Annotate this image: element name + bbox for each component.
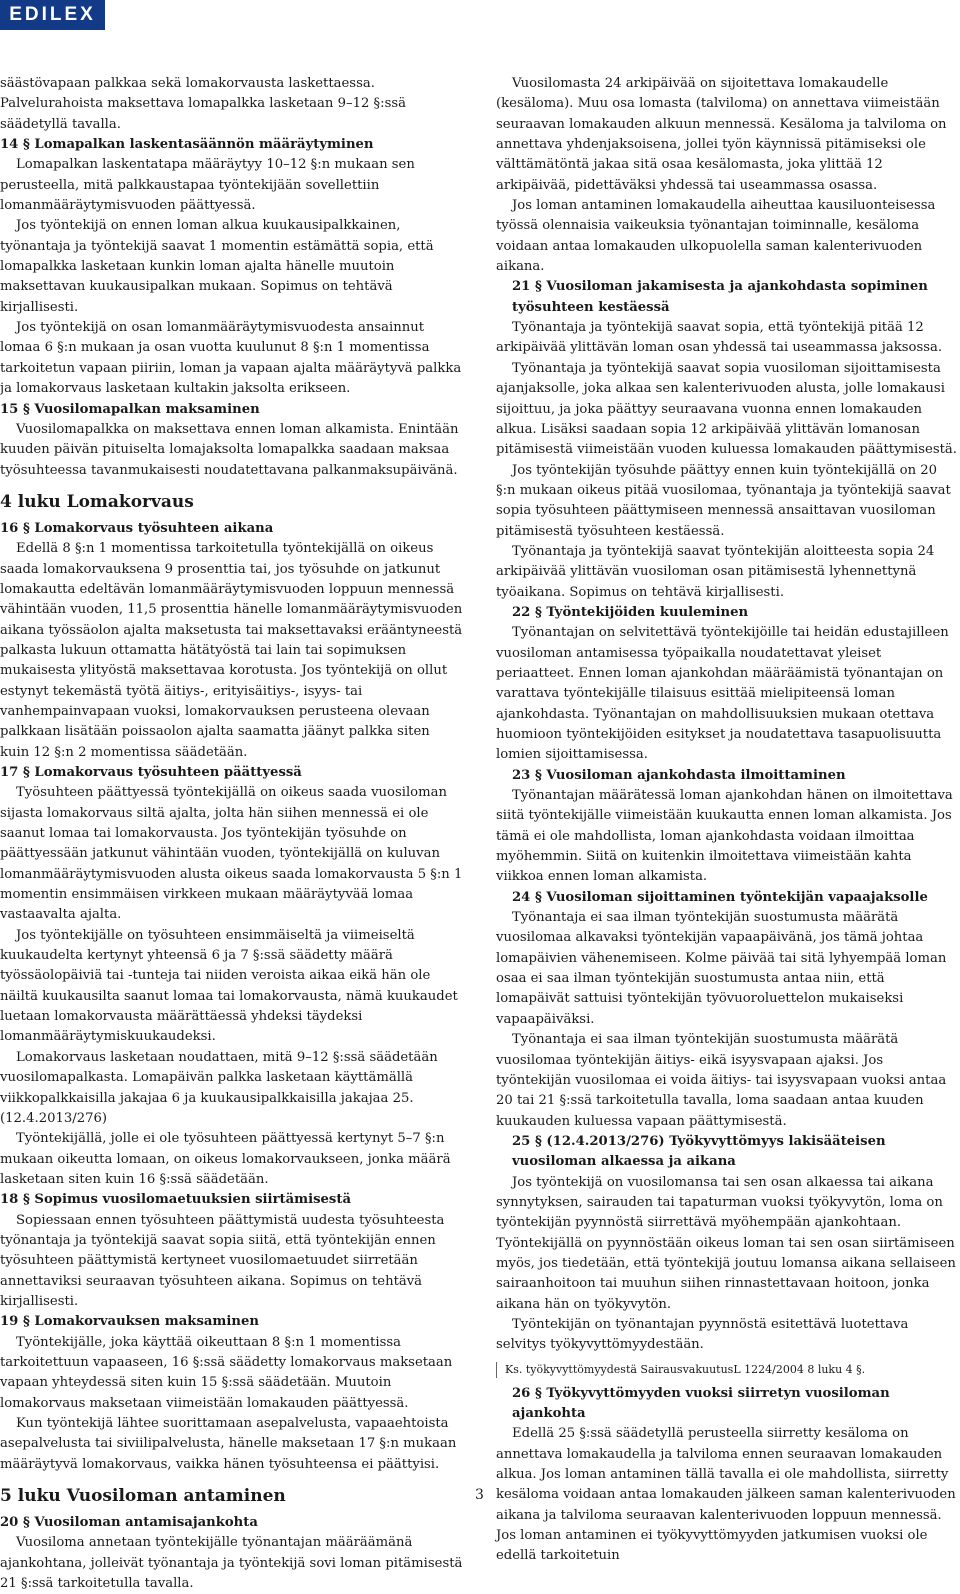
paragraph: Vuosilomapalkka on maksettava ennen loman alkamista. Enintään kuuden päivän pituiselta lomajaksolta lomapalkka saadaan maksaa työsuhteessa tavanmukaisesti noudatettavana palkanmaksupäivänä. [0,421,459,478]
section-heading: 22 § Työntekijöiden kuuleminen [512,604,749,620]
paragraph: Työnantaja ei saa ilman työntekijän suostumusta määrätä vuosilomaa alkavaksi työntekijän vapaapäivänä, jos tämä johtaa lomapäivien vähenemiseen. Kolme päivää tai sitä lyhyempää loman osaa ei saa ilman työntekijän suostumusta antaa niin, että lomapäivät sattuisi työntekijän työvuoroluettelon mukaiseksi vapaapäiväksi. [496,910,947,1027]
paragraph: säästövapaan palkkaa sekä lomakorvausta laskettaessa. Palvelurahoista maksettava lomapalkka lasketaan 9–12 §:ssä säädetyllä tavalla. [0,76,406,132]
paragraph: Lomapalkan laskentatapa määräytyy 10–12 §:n mukaan sen perusteella, mitä palkkaustapaa työntekijään sovellettiin lomanmääräytymisvuoden päättyessä. [0,157,415,214]
paragraph: Jos työntekijä on vuosilomansa tai sen osan alkaessa tai aikana synnytyksen, sairauden tai tapaturman vuoksi työkyvytön, loma on työntekijän pyynnöstä siirrettävä myöhempään ajankohtaan. Työntekijällä on pyynnöstään oikeus loman tai sen osan siirtämiseen myös, jos tiedetään, että työntekijä joutuu lomansa aikana sellaiseen sairaanhoitoon tai muuhun siihen rinnastettavaan hoitoon, jonka aikana hän on työkyvytön. [496,1174,956,1312]
paragraph: Työntekijän on työnantajan pyynnöstä esitettävä luotettava selvitys työkyvyttömyydestään. [496,1316,909,1353]
chapter-heading: 4 luku Lomakorvaus [0,491,194,512]
section-heading: 19 § Lomakorvauksen maksaminen [0,1314,259,1330]
paragraph: Lomakorvaus lasketaan noudattaen, mitä 9–12 §:ssä säädetään vuosilomapalkasta. Lomapäivän palkka lasketaan käyttämällä viikkopalkkaisilla jakajaa 6 ja kuukausipalkkaisilla jakajaa 25. (12.4.2013/276) [0,1049,438,1126]
page-number: 3 [475,1487,484,1503]
paragraph: Työnantajan määrätessä loman ajankohdan hänen on ilmoitettava siitä työntekijälle viimeistään kuukautta ennen loman alkamista. Jos tämä ei ole mahdollista, loman ajankohdasta voidaan ilmoittaa myöhemmin. Siitä on kuitenkin ilmoitettava viimeistään kahta viikkoa ennen loman alkamista. [496,788,953,885]
section-heading: 26 § Työkyvyttömyyden vuoksi siirretyn vuosiloman ajankohta [512,1385,890,1421]
paragraph: Jos työntekijä on osan lomanmääräytymisvuodesta ansainnut lomaa 6 §:n mukaan ja osan vuotta kuulunut 8 §:n 1 momentissa tarkoitetun vapaan piiriin, loman ja vapaan ajalta määräytyvä palkka ja lomakorvaus lasketaan kultakin jaksolta erikseen. [0,320,462,397]
paragraph: Jos työntekijä on ennen loman alkua kuukausipalkkainen, työnantaja ja työntekijä saavat 1 momentin estämättä sopia, että lomapalkka lasketaan kunkin loman ajalta hänelle muutoin maksettavan kuukausipalkan mukaan. Sopimus on tehtävä kirjallisesti. [0,218,434,315]
paragraph: Kun työntekijä lähtee suorittamaan asepalvelusta, vapaaehtoista asepalvelusta tai siviilipalvelusta, hänelle maksetaan 17 §:n mukaan määräytyvä lomakorvaus, vaikka hänen työsuhteensa ei päättyisi. [0,1416,457,1472]
section-heading: 23 § Vuosiloman ajankohdasta ilmoittaminen [512,767,846,783]
logo-text: EDILEX [9,4,96,25]
section-heading: 16 § Lomakorvaus työsuhteen aikana [0,520,274,536]
section-heading: 18 § Sopimus vuosilomaetuuksien siirtämisestä [0,1192,351,1208]
section-heading: 21 § Vuosiloman jakamisesta ja ajankohdasta sopiminen työsuhteen kestäessä [512,279,928,315]
section-heading: 25 § (12.4.2013/276) Työkyvyttömyys lakisääteisen vuosiloman alkaessa ja aikana [512,1133,886,1170]
reference-note: Ks. työkyvyttömyydestä SairausvakuutusL 1224/2004 8 luku 4 §. [496,1362,960,1378]
section-heading: 20 § Vuosiloman antamisajankohta [0,1515,258,1531]
paragraph: Työntekijälle, joka käyttää oikeuttaan 8 §:n 1 momentissa tarkoitettuun vapaaseen, 16 §:ssä säädetty lomakorvaus maksetaan vapaan yhteydessä siten kuin 15 §:ssä säädetään. Muutoin lomakorvaus maksetaan viimeistään lomakauden päättyessä. [0,1334,453,1411]
edilex-logo [0,0,105,30]
paragraph: Työntekijällä, jolle ei ole työsuhteen päättyessä kertynyt 5–7 §:n mukaan oikeutta lomaan, on oikeus lomakorvaukseen, jonka määrä lasketaan siten kuin 16 §:ssä säädetään. [0,1131,451,1187]
paragraph: Työnantaja ei saa ilman työntekijän suostumusta määrätä vuosilomaa työntekijän äitiys- eikä isyysvapaan ajaksi. Jos työntekijän vuosilomaa ei voida äitiys- tai isyysvapaan vuoksi antaa 20 tai 21 §:ssä tarkoitetulla tavalla, loma saadaan antaa kuuden kuukauden kuluessa vapaan päättymisestä. [496,1032,947,1129]
paragraph: Vuosilomasta 24 arkipäivää on sijoitettava lomakaudelle (kesäloma). Muu osa lomasta (talviloma) on annettava viimeistään seuraavan lomakauden alkuun mennessä. Kesäloma ja talviloma on annettava yhdenjaksoisena, jollei työn käynnissä pitämiseksi ole välttämätöntä jakaa sitä osaa kesälomasta, joka ylittää 12 arkipäivää, pidettäväksi yhdessä tai useammassa osassa. [496,76,947,193]
paragraph: Työsuhteen päättyessä työntekijällä on oikeus saada vuosiloman sijasta lomakorvaus siltä ajalta, jolta hän siihen mennessä ei ole saanut lomaa tai lomakorvausta. Jos työntekijän työsuhde on päättyessään jatkunut vähintään vuoden, työntekijällä on kuluvan lomanmääräytymisvuoden alusta oikeus saada lomakorvausta 5 §:n 1 momentin ensimmäisen virkkeen mukaan määräytyvää lomaa vastaavalta ajalta. [0,785,463,923]
chapter-heading: 5 luku Vuosiloman antaminen [0,1486,286,1507]
paragraph: Edellä 8 §:n 1 momentissa tarkoitetulla työntekijällä on oikeus saada lomakorvauksena 9 prosenttia tai, jos työsuhde on jatkunut lomakautta edeltävän lomanmääräytymisvuoden loppuun mennessä vähintään vuoden, 11,5 prosenttia hänelle lomanmääräytymisvuoden aikana työssäolon ajalta maksetusta tai maksettavaksi erääntyneestä palkasta lukuun ottamatta hätätyöstä tai lain tai sopimuksen mukaisesta ylityöstä maksettavaa korotusta. Jos työntekijä on ollut estynyt tekemästä työtä äitiys-, erityisäitiys-, isyys- tai vanhempainvapaan vuoksi, lomakorvauksen perusteena olevaan palkkaan lisätään poissaolon ajalta saamatta jäänyt palkka siten kuin 12 §:n 2 momentissa säädetään. [0,541,463,760]
section-heading: 15 § Vuosilomapalkan maksaminen [0,401,260,417]
right-column [496,74,960,1567]
paragraph: Edellä 25 §:ssä säädetyllä perusteella siirretty kesäloma on annettava lomakaudella ja talviloma ennen seuraavan lomakauden alkua. Jos loman antaminen tällä tavalla ei ole mahdollista, siirretty kesäloma voidaan antaa lomakauden jälkeen saman kalenterivuoden aikana ja talviloma seuraavan kalenterivuoden loppuun mennessä. Jos loman antaminen ei työkyvyttömyyden jatkumisen vuoksi ole edellä tarkoitetuin [496,1426,956,1564]
paragraph: Jos työntekijälle on työsuhteen ensimmäiseltä ja viimeiseltä kuukaudelta kertynyt yhteensä 6 ja 7 §:ssä säädetty määrä työssäolopäiviä tai -tunteja tai niiden veroista aikaa eikä hän ole näiltä kuukausilta saanut lomaa tai lomakorvausta, nämä kuukaudet luetaan lomakorvausta määrättäessä yhdeksi täydeksi lomanmääräytymiskuukaudeksi. [0,927,458,1045]
paragraph: Jos työntekijän työsuhde päättyy ennen kuin työntekijällä on 20 §:n mukaan oikeus pitää vuosilomaa, työnantaja ja työntekijä saavat sopia työsuhteen päättymiseen mennessä ansaittavan vuosiloman pitämisestä työsuhteen kestäessä. [496,462,951,539]
paragraph: Vuosiloma annetaan työntekijälle työnantajan määräämänä ajankohtana, jolleivät työnantaja ja työntekijä sovi loman pitämisestä 21 §:ssä tarkoitetulla tavalla. [0,1535,463,1592]
paragraph: Työnantaja ja työntekijä saavat sopia, että työntekijä pitää 12 arkipäivää ylittävän loman osan yhdessä tai useammassa jaksossa. [496,320,943,356]
paragraph: Työnantaja ja työntekijä saavat työntekijän aloitteesta sopia 24 arkipäivää ylittävän vuosiloman osan pitämisestä lyhennettynä työaikana. Sopimus on tehtävä kirjallisesti. [496,543,935,600]
paragraph: Sopiessaan ennen työsuhteen päättymistä uudesta työsuhteesta työnantaja ja työntekijä saavat sopia siitä, että työntekijän ennen työsuhteen päättymistä kertyneet vuosilomaetuudet siirretään annettaviksi seuraavan työsuhteen aikana. Sopimus on tehtävä kirjallisesti. [0,1212,445,1309]
paragraph: Jos loman antaminen lomakaudella aiheuttaa kausiluonteisessa työssä olennaisia vaikeuksia työnantajan toiminnalle, kesäloma voidaan antaa lomakauden ulkopuolella saman kalenterivuoden aikana. [496,198,936,275]
paragraph: Työnantaja ja työntekijä saavat sopia vuosiloman sijoittamisesta ajanjaksolle, joka alkaa sen kalenterivuoden alusta, jolle lomakausi sijoittuu, ja joka päättyy seuraavana vuonna ennen lomakauden alkua. Lisäksi saadaan sopia 12 arkipäivää ylittävän lomanosan pitämisestä viimeistään vuoden kuluessa lomakauden päättymisestä. [496,360,957,458]
left-column [0,74,463,1594]
section-heading: 17 § Lomakorvaus työsuhteen päättyessä [0,765,302,780]
paragraph: Työnantajan on selvitettävä työntekijöille tai heidän edustajilleen vuosiloman antamisessa työpaikalla noudatettavat yleiset periaatteet. Ennen loman ajankohdan määräämistä työnantajan on varattava työntekijälle tilaisuus esittää mielipiteensä loman ajankohdasta. Työnantajan on mahdollisuuksien mukaan otettava huomioon työntekijöiden esitykset ja noudatettava tasapuolisuutta lomien sijoittamisessa. [496,625,949,763]
section-heading: 14 § Lomapalkan laskentasäännön määräytyminen [0,137,374,153]
section-heading: 24 § Vuosiloman sijoittaminen työntekijän vapaajaksolle [512,889,928,905]
